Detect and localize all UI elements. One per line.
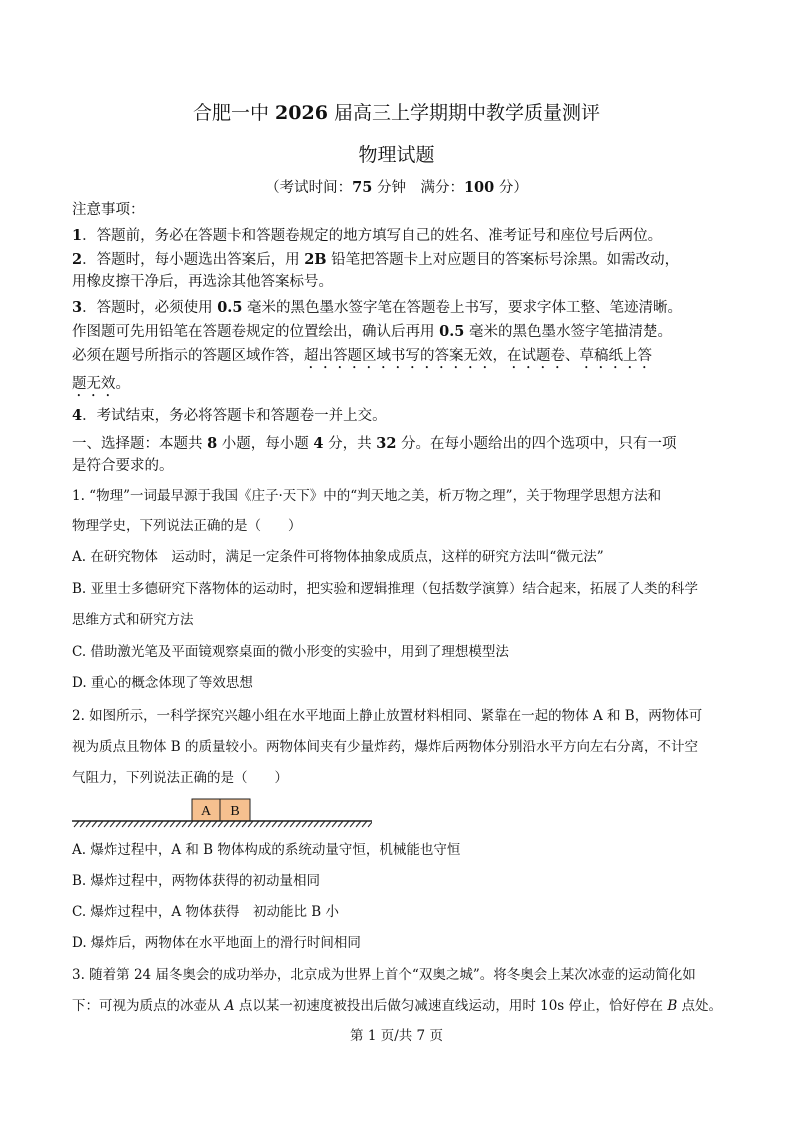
notice-bold: 0.5: [217, 299, 243, 316]
page-footer: 第 1 页/共 7 页: [350, 1028, 443, 1044]
ground-hatching: [74, 821, 372, 827]
time-prefix: （考试时间：: [265, 180, 353, 196]
emphasized-text: 题无效。: [72, 376, 130, 392]
time-value: 75: [352, 179, 373, 196]
point-a-label: A: [224, 998, 235, 1014]
notice-item-3-line2: [72, 322, 672, 342]
q1-option-b-line2: 思维方式和研究方法: [72, 612, 194, 628]
section-text: 分。在每小题给出的四个选项中，只有一项: [396, 436, 677, 452]
notice-text: 必须在题号所指示的答题区域作答，: [72, 348, 304, 364]
q1-option-d: D. 重心的概念体现了等效思想: [72, 675, 253, 691]
q1-option-a: A. 在研究物体 运动时，满足一定条件可将物体抽象成质点，这样的研究方法叫“微元法”: [72, 549, 604, 565]
section-text: 分，共: [323, 436, 377, 452]
notice-text: 铅笔把答题卡上对应题目的答案标号涂黑。如需改动，: [326, 252, 680, 268]
notice-bold: 2B: [304, 251, 327, 268]
section-text: 小题，每小题: [217, 436, 314, 452]
exam-title: [0, 98, 793, 125]
notice-text: 作图题可先用铅笔在答题卷规定的位置绘出，确认后再用: [72, 324, 440, 340]
notice-item-2-line2: 用橡皮擦干净后，再选涂其他答案标号。: [72, 274, 333, 290]
q2-stem: 2. 如图所示，一科学探究兴趣小组在水平地面上静止放置材料相同、紧靠在一起的物体 A 和 B，两物体可: [72, 708, 703, 724]
notice-text: ．答题时，每小题选出答案后，用: [82, 252, 305, 268]
q2-option-d: D. 爆炸后，两物体在水平地面上的滑行时间相同: [72, 935, 361, 951]
notice-item-3-line4: [72, 374, 130, 400]
q3-stem-line2: [72, 996, 722, 1016]
title-prefix: 合肥一中: [193, 102, 276, 124]
notice-item-4: [72, 406, 387, 426]
notice-text: 毫米的黑色墨水签字笔描清楚。: [464, 324, 672, 340]
section-heading: [72, 434, 677, 454]
section-text: 一、选择题：本题共: [72, 436, 208, 452]
q3-text: 点处。: [677, 998, 723, 1014]
notice-num: 4: [72, 407, 83, 424]
q1-option-b: B. 亚里士多德研究下落物体的运动时，把实验和逻辑推理（包括数学演算）结合起来，拓展了人类的科学: [72, 581, 699, 597]
section-number: 4: [313, 435, 324, 452]
notice-item-3-line3: [72, 346, 652, 372]
q3-text: 下：可视为质点的冰壶从: [72, 998, 225, 1014]
notice-item-3: [72, 298, 682, 318]
section-number: 32: [376, 435, 397, 452]
q2-stem-line2: 视为质点且物体 B 的质量较小。两物体间夹有少量炸药，爆炸后两物体分别沿水平方向左右分离，不计空: [72, 739, 699, 755]
notice-heading: 注意事项：: [72, 202, 145, 218]
notice-text: 毫米的黑色墨水签字笔在答题卷上书写，要求字体工整、笔迹清晰。: [242, 300, 683, 316]
q2-stem-line3: 气阻力，下列说法正确的是（ ）: [72, 770, 288, 786]
notice-item-2: [72, 250, 679, 270]
time-suffix: 分）: [494, 180, 528, 196]
section-number: 8: [207, 435, 218, 452]
notice-text: ．考试结束，务必将答题卡和答题卷一并上交。: [82, 408, 387, 424]
section-heading-line2: 是符合要求的。: [72, 458, 174, 474]
title-year: 2026: [275, 102, 328, 124]
notice-num: 3: [72, 299, 83, 316]
score-value: 100: [463, 179, 495, 196]
notice-num: 1: [72, 227, 83, 244]
point-b-label: B: [667, 998, 678, 1014]
block-b-label: B: [230, 804, 240, 819]
notice-num: 2: [72, 251, 83, 268]
notice-text: ．答题前，务必在答题卡和答题卷规定的地方填写自己的姓名、准考证号和座位号后两位。: [82, 228, 663, 244]
notice-item-1: [72, 226, 662, 246]
q2-option-a: A. 爆炸过程中，A 和 B 物体构成的系统动量守恒，机械能也守恒: [72, 842, 461, 858]
notice-bold: 0.5: [439, 323, 465, 340]
q2-option-b: B. 爆炸过程中，两物体获得的初动量相同: [72, 873, 321, 889]
q3-stem: 3. 随着第 24 届冬奥会的成功举办，北京成为世界上首个“双奥之城”。将冬奥会上某次冰壶的运动简化如: [72, 967, 696, 983]
title-suffix: 届高三上学期期中教学质量测评: [327, 102, 600, 124]
q2-option-c: C. 爆炸过程中，A 物体获得 初动能比 B 小: [72, 904, 339, 920]
q1-option-c: C. 借助激光笔及平面镜观察桌面的微小形变的实验中，用到了理想模型法: [72, 644, 509, 660]
q3-text: 点以某一初速度被投出后做匀减速直线运动，用时 10s 停止，恰好停在: [234, 998, 668, 1014]
q1-stem: 1. “物理”一词最早源于我国《庄子·天下》中的“判天地之美，析万物之理”，关于物理学思想方法和: [72, 488, 662, 504]
emphasized-text: 超出答题区域书写的答案无效，在试题卷、草稿纸上答: [304, 348, 652, 364]
exam-time-info: [0, 176, 793, 197]
blocks-on-ground-figure: [72, 797, 372, 829]
exam-subtitle: 物理试题: [358, 144, 435, 166]
block-a-label: A: [200, 804, 212, 819]
notice-text: ．答题时，必须使用: [82, 300, 218, 316]
time-middle: 分钟 满分：: [372, 180, 464, 196]
q1-stem-line2: 物理学史，下列说法正确的是（ ）: [72, 518, 302, 534]
